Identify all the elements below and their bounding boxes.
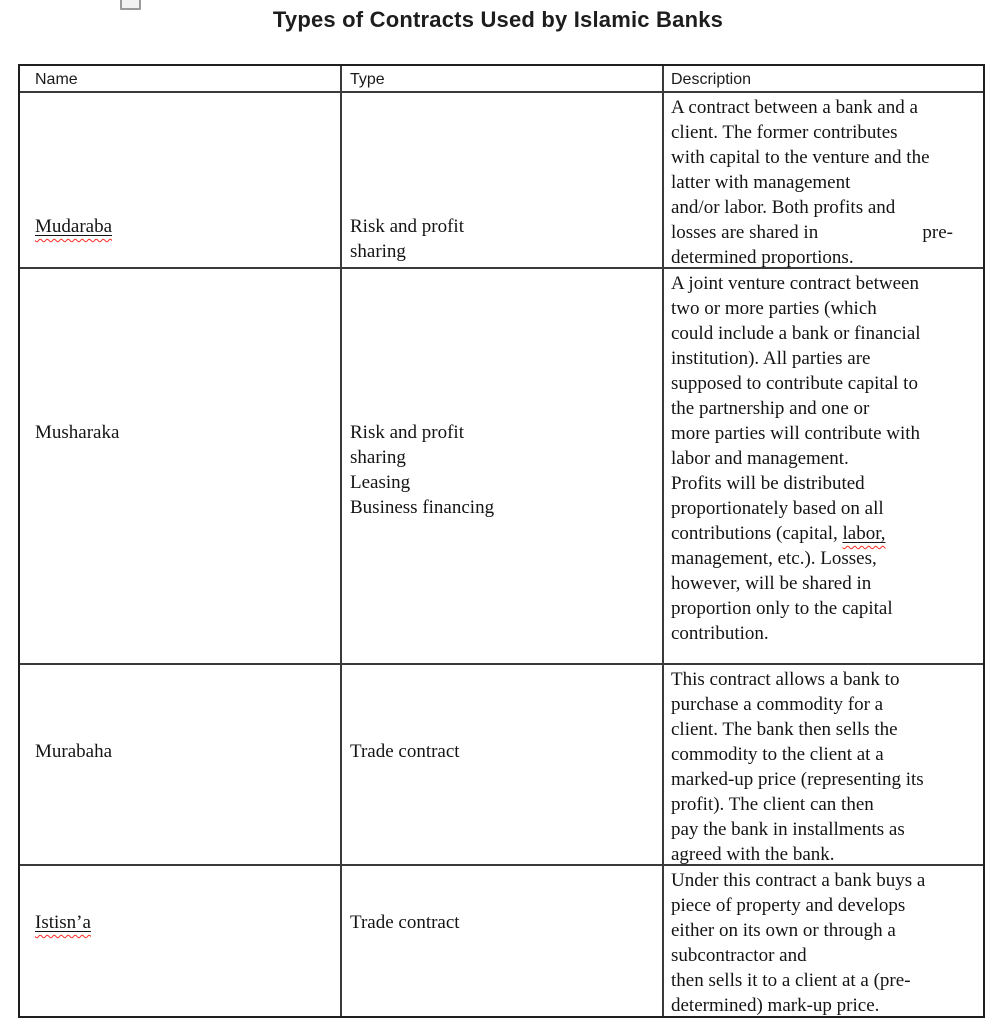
type-cell (340, 93, 662, 267)
description-line: determined) mark-up price. (671, 995, 880, 1016)
description-line: institution). All parties are (671, 348, 871, 369)
description-line: management, etc.). Losses, (671, 548, 877, 569)
type-line: sharing (350, 447, 406, 468)
type-cell (340, 269, 662, 663)
type-line: Leasing (350, 472, 411, 493)
description-cell (662, 866, 983, 1016)
description-line: the partnership and one or (671, 398, 870, 419)
table-row (20, 269, 983, 665)
description-line: two or more parties (which (671, 298, 877, 319)
type-line: sharing (350, 241, 406, 262)
description-cell (662, 269, 983, 663)
description-line: profit). The client can then (671, 794, 874, 815)
description-line: A contract between a bank and a (671, 97, 918, 118)
description-line: client. The bank then sells the (671, 719, 898, 740)
type-cell (340, 665, 662, 864)
description-line: however, will be shared in (671, 573, 872, 594)
description-cell (662, 665, 983, 864)
type-cell (340, 866, 662, 1016)
description-line: proportionately based on all (671, 498, 884, 519)
table-body (20, 93, 983, 1016)
description-line: proportion only to the capital (671, 598, 893, 619)
column-header-name: Name (35, 71, 78, 88)
table-row (20, 93, 983, 269)
type-line: Risk and profit (350, 422, 464, 443)
description-line: commodity to the client at a (671, 744, 884, 765)
description-line: marked-up price (representing its (671, 769, 924, 790)
description-line: client. The former contributes (671, 122, 898, 143)
table-row (20, 665, 983, 866)
type-line: Trade contract (350, 741, 460, 762)
description-line: Profits will be distributed (671, 473, 865, 494)
description-line: either on its own or through a (671, 920, 896, 941)
description-line: purchase a commodity for a (671, 694, 884, 715)
description-line: contribution. (671, 623, 769, 644)
description-line: A joint venture contract between (671, 273, 919, 294)
description-line: then sells it to a client at a (pre- (671, 970, 911, 991)
description-line: determined proportions. (671, 247, 854, 267)
description-line: and/or labor. Both profits and (671, 197, 896, 218)
name-cell: Musharaka (35, 422, 120, 443)
name-cell (20, 93, 340, 267)
description-line: with capital to the venture and the (671, 147, 930, 168)
type-line: Trade contract (350, 912, 460, 933)
type-line: Risk and profit (350, 216, 464, 237)
description-line: pay the bank in installments as (671, 819, 905, 840)
name-cell: Murabaha (35, 741, 113, 762)
description-line: latter with management (671, 172, 851, 193)
description-line: supposed to contribute capital to (671, 373, 918, 394)
description-line: This contract allows a bank to (671, 669, 900, 690)
type-line: Business financing (350, 497, 495, 518)
column-header-description: Description (662, 66, 983, 91)
misspelled-word: Mudaraba (35, 216, 113, 237)
description-line: losses are shared in pre- (671, 222, 953, 243)
misspelled-word: Istisn’a (35, 912, 91, 933)
contracts-table (18, 64, 985, 1018)
page-title: Types of Contracts Used by Islamic Banks (272, 7, 724, 32)
table-header-row (20, 66, 983, 93)
column-header-type: Type (340, 66, 662, 91)
description-cell (662, 93, 983, 267)
description-line: contributions (capital, labor, (671, 523, 886, 544)
description-line: labor and management. (671, 448, 849, 469)
description-line: could include a bank or financial (671, 323, 921, 344)
description-line: agreed with the bank. (671, 844, 835, 864)
description-line: subcontractor and (671, 945, 807, 966)
description-line: piece of property and develops (671, 895, 906, 916)
description-line: more parties will contribute with (671, 423, 921, 444)
name-cell (20, 866, 340, 1016)
misspelled-word: labor, (842, 523, 886, 544)
description-line: Under this contract a bank buys a (671, 870, 926, 891)
table-row (20, 866, 983, 1016)
